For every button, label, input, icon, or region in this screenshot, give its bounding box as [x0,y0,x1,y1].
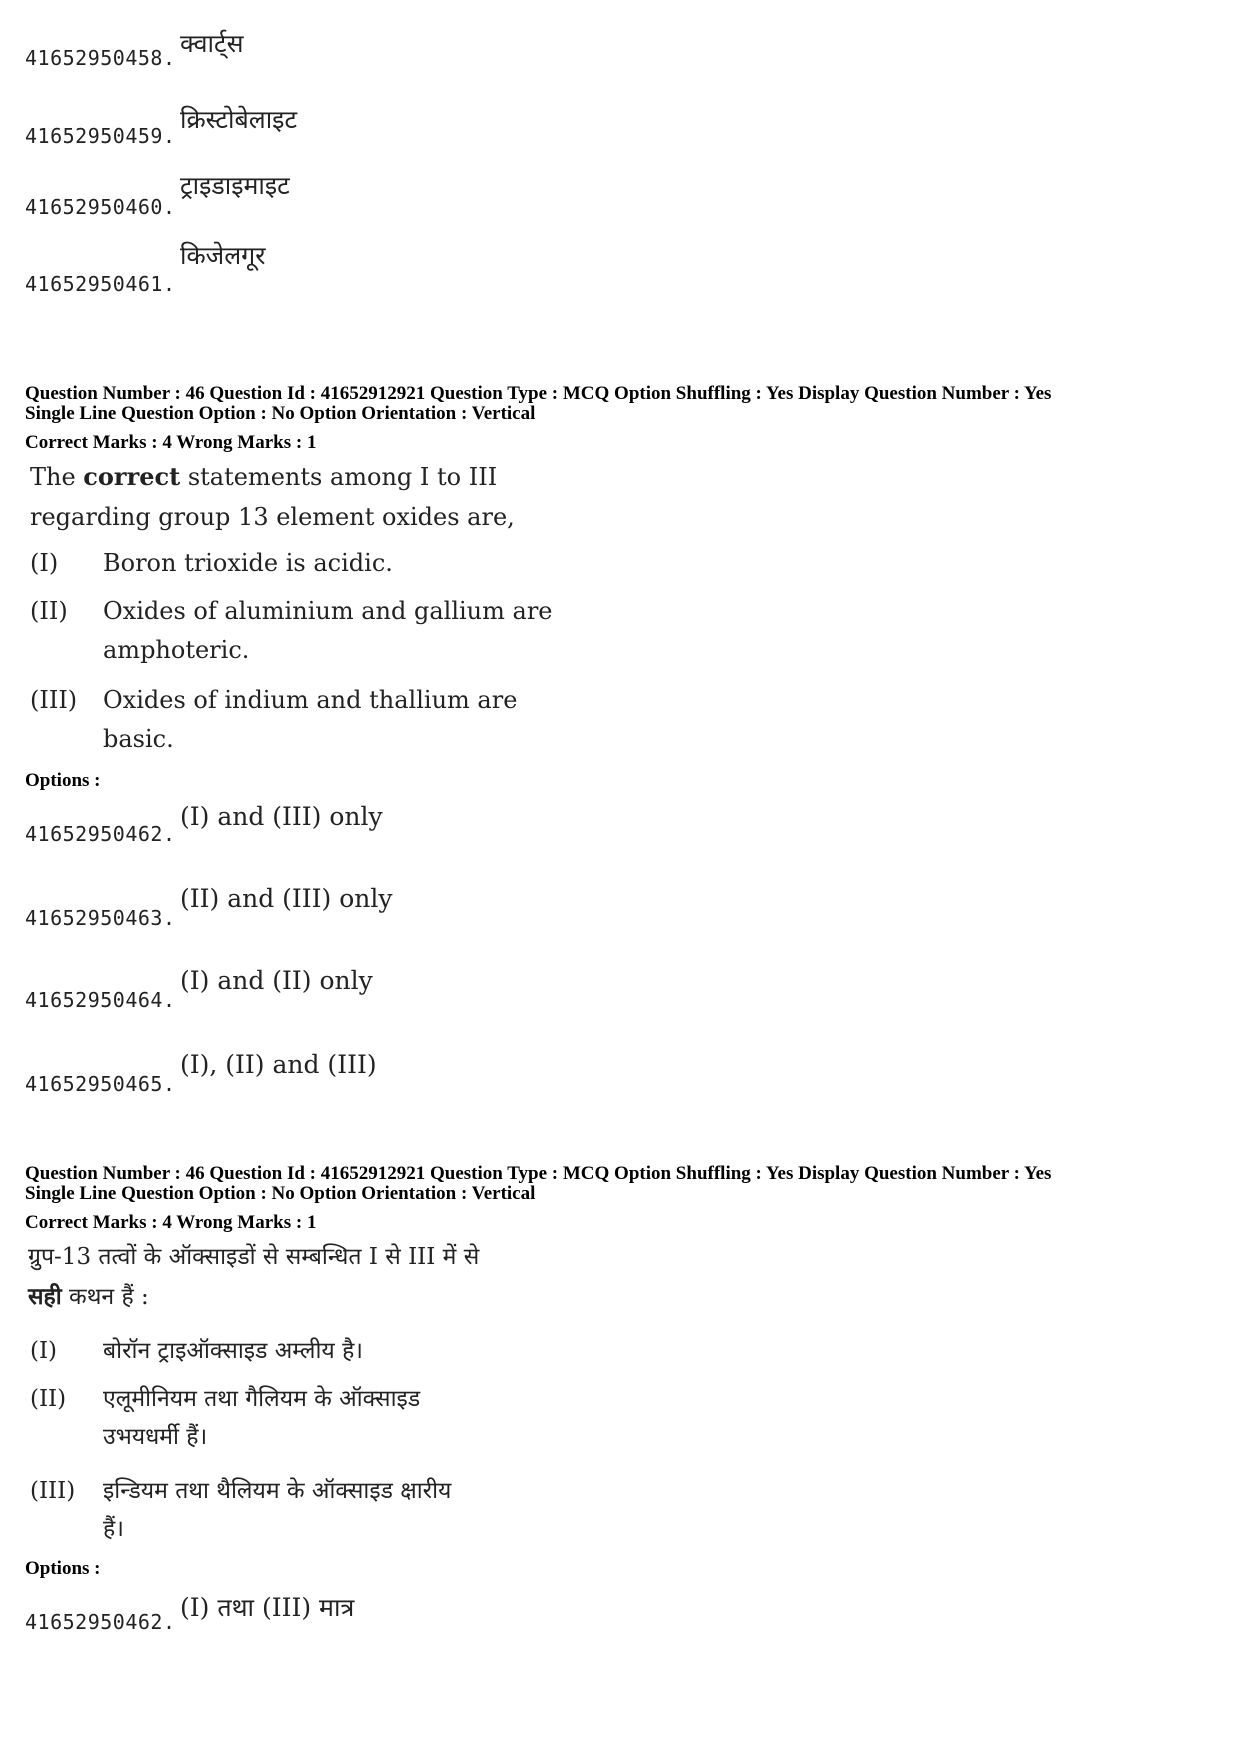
statement-number: (III) [30,686,78,714]
statement-number: (I) [30,549,59,577]
statement-text: इन्डियम तथा थैलियम के ऑक्साइड क्षारीय [103,1478,452,1504]
option-text: (I) and (III) only [180,802,383,831]
statement [30,1474,550,1554]
option-id: 41652950462. [25,822,176,846]
stem-bold-text: correct [83,462,181,491]
statement [30,1334,550,1374]
statement-number: (III) [30,1478,76,1504]
stem-text: statements among I to III [180,463,498,491]
question-meta-line2: Single Line Question Option : No Option Orientation : Vertical [25,403,536,424]
option-id: 41652950459. [25,124,176,148]
statement-number: (II) [30,1386,67,1412]
question-stem: ग्रुप-13 तत्वों के ऑक्साइडों से सम्बन्धित I से III में से [28,1244,480,1270]
statement-text: Oxides of indium and thallium are [103,686,518,714]
option-text: ट्राइडाइमाइट [180,171,290,200]
statement [30,683,550,763]
option-id: 41652950462. [25,1610,176,1634]
statement-text: amphoteric. [103,636,250,664]
statement-number: (I) [30,1338,58,1364]
question-meta-line1: Question Number : 46 Question Id : 41652912921 Question Type : MCQ Option Shuffling : Yes Display Question Number : Yes [25,1163,1052,1184]
option-id: 41652950460. [25,195,176,219]
option-id: 41652950465. [25,1072,176,1096]
statement [30,546,550,586]
option-text: क्वार्ट्स [180,29,244,58]
option-text: (I) तथा (III) मात्र [180,1593,355,1622]
statement-text: एलूमीनियम तथा गैलियम के ऑक्साइड [103,1386,421,1412]
statement-text: बोरॉन ट्राइऑक्साइड अम्लीय है। [103,1338,364,1364]
question-stem [30,460,497,494]
statement-number: (II) [30,597,68,625]
question-marks: Correct Marks : 4 Wrong Marks : 1 [25,1212,317,1233]
question-stem-line2: regarding group 13 element oxides are, [30,503,515,531]
option-id: 41652950463. [25,906,176,930]
statement-text: हैं। [103,1516,124,1542]
statement [30,1382,550,1462]
statement-text: Oxides of aluminium and gallium are [103,597,553,625]
statement-text: उभयधर्मी हैं। [103,1424,208,1450]
statement-text: Boron trioxide is acidic. [103,549,393,577]
question-marks: Correct Marks : 4 Wrong Marks : 1 [25,432,317,453]
statement-text: basic. [103,725,174,753]
option-text: (II) and (III) only [180,884,393,913]
option-text: (I) and (II) only [180,966,373,995]
option-text: क्रिस्टोबेलाइट [180,105,298,134]
option-text: (I), (II) and (III) [180,1050,377,1079]
question-stem-line2 [28,1280,149,1314]
stem-text: The [30,463,84,491]
question-meta-line1: Question Number : 46 Question Id : 41652912921 Question Type : MCQ Option Shuffling : Yes Display Question Number : Yes [25,383,1052,404]
statement [30,594,553,674]
option-id: 41652950461. [25,272,176,296]
option-id: 41652950464. [25,988,176,1012]
stem-bold-text: सही [28,1283,62,1310]
options-label: Options : [25,770,101,791]
option-text: किजेलगूर [180,241,266,270]
option-id: 41652950458. [25,46,176,70]
question-meta-line2: Single Line Question Option : No Option Orientation : Vertical [25,1183,536,1204]
options-label: Options : [25,1558,101,1579]
stem-text: कथन हैं : [61,1284,149,1310]
